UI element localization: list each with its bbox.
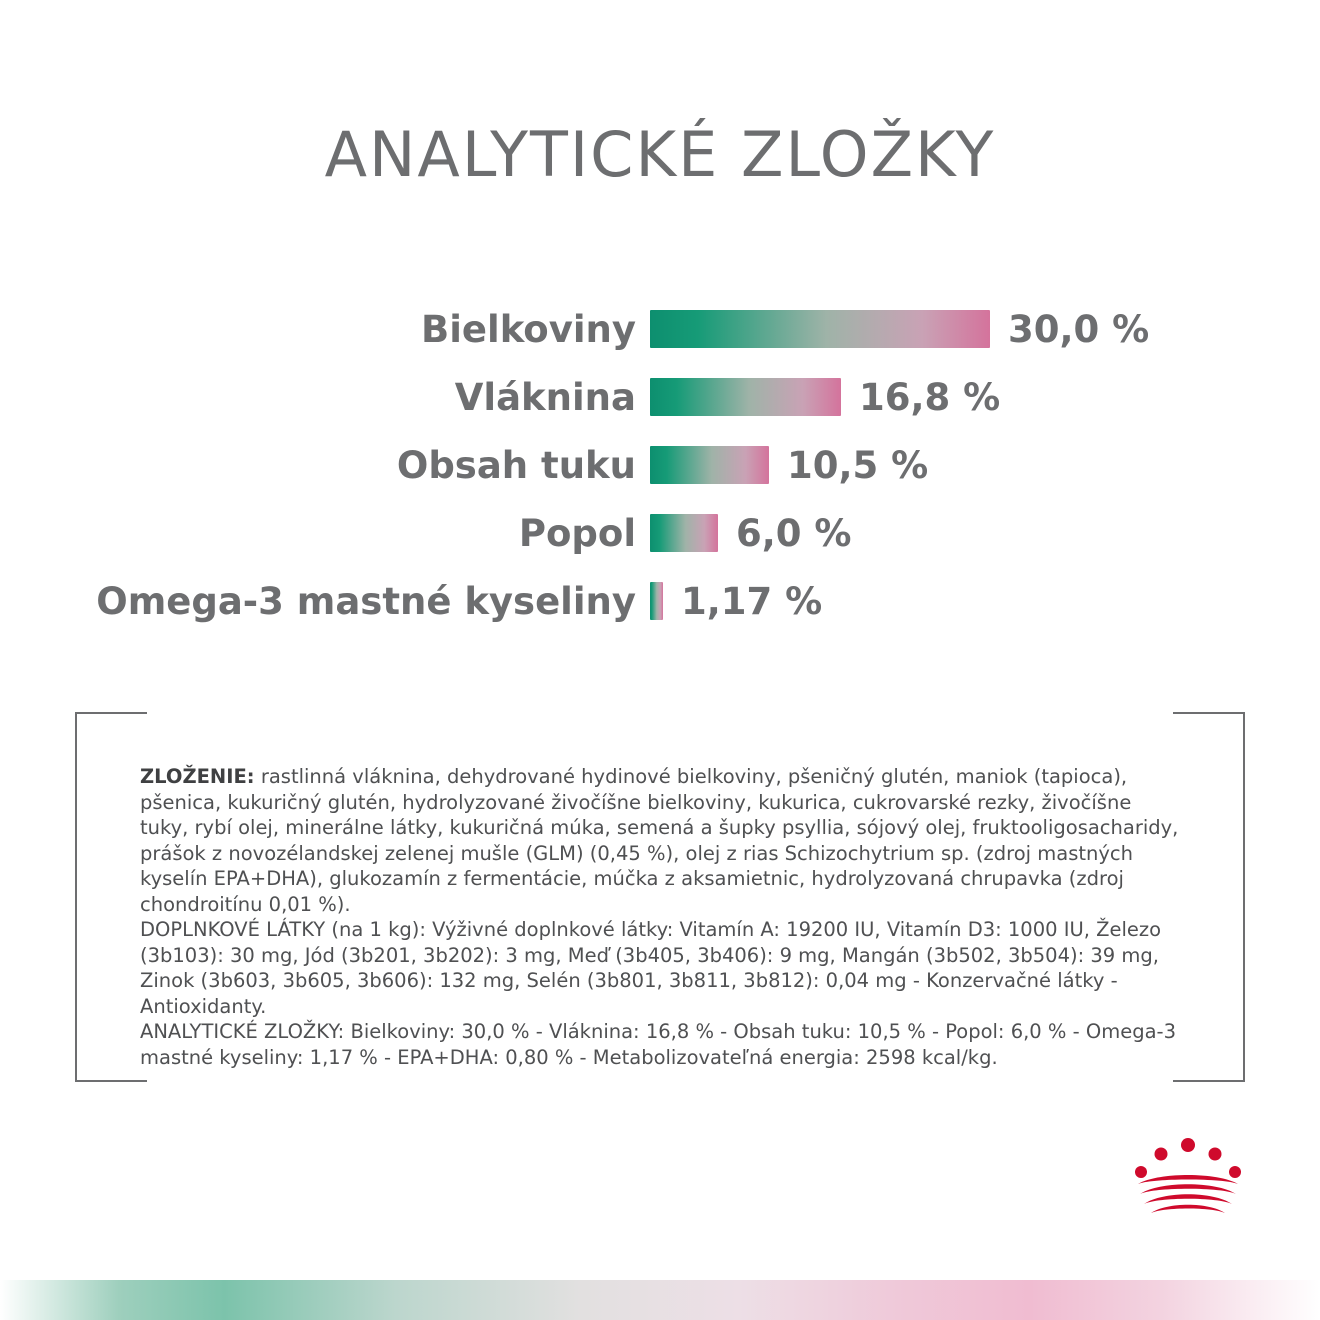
composition-analytical: ANALYTICKÉ ZLOŽKY: Bielkoviny: 30,0 % - Vláknina: 16,8 % - Obsah tuku: 10,5 % - Popol: 6,0 % - Omega-3 mastné kyseliny: 1,17 % - EPA+DHA: 0,80 % - Metabolizovateľná energia: 2598 kcal/kg. xyxy=(140,1020,1176,1069)
chart-row-label: Bielkoviny xyxy=(421,307,636,351)
chart-row-label: Vláknina xyxy=(454,375,636,419)
chart-bar-wrap xyxy=(650,580,1320,623)
chart-row-value: 16,8 % xyxy=(859,375,1001,419)
box-corner-top-right xyxy=(1173,712,1245,784)
composition-ingredients-paragraph xyxy=(140,764,1180,917)
composition-additives: DOPLNKOVÉ LÁTKY (na 1 kg): Výživné doplnkové látky: Vitamín A: 19200 IU, Vitamín D3: 1000 IU, Železo (3b103): 30 mg, Jód (3b201, 3b202): 3 mg, Meď (3b405, 3b406): 9 mg, Mangán (3b502, 3b504): 39 mg, Zinok (3b603, 3b605, 3b606): 132 mg, Selén (3b801, 3b811, 3b812): 0,04 mg - Konzervačné látky - Antioxidanty. xyxy=(140,918,1162,1018)
composition-text xyxy=(140,764,1180,1070)
chart-bar-wrap xyxy=(650,512,1320,555)
chart-row xyxy=(0,363,1320,431)
chart-bar-wrap xyxy=(650,444,1320,487)
chart-row-value: 10,5 % xyxy=(787,443,929,487)
box-corner-bottom-left xyxy=(75,1010,147,1082)
chart-row-value: 6,0 % xyxy=(736,511,852,555)
chart-bar-wrap xyxy=(650,308,1320,351)
chart-row xyxy=(0,295,1320,363)
composition-lead-label: ZLOŽENIE: xyxy=(140,765,255,788)
chart-row-label: Obsah tuku xyxy=(396,443,636,487)
chart-row xyxy=(0,567,1320,635)
footer-gradient-strip xyxy=(0,1280,1320,1320)
chart-row-label: Omega-3 mastné kyseliny xyxy=(96,579,636,623)
chart-bar xyxy=(650,378,841,416)
box-corner-top-left xyxy=(75,712,147,784)
chart-bar xyxy=(650,514,718,552)
analytical-constituents-chart xyxy=(0,295,1320,635)
chart-bar xyxy=(650,582,663,620)
chart-row-label: Popol xyxy=(518,511,636,555)
chart-row xyxy=(0,431,1320,499)
chart-bar-wrap xyxy=(650,376,1320,419)
composition-ingredients: rastlinná vláknina, dehydrované hydinové bielkoviny, pšeničný glutén, maniok (tapioca), pšenica, kukuričný glutén, hydrolyzované živočíšne bielkoviny, kukurica, cukrovarské rezky, živočíšne tuky, rybí olej, minerálne látky, kukuričná múka, semená a šupky psyllia, sójový olej, fruktooligosacharidy, prášok z novozélandskej zelenej mušle (GLM) (0,45 %), olej z rias Schizochytrium sp. (zdroj mastných kyselín EPA+DHA), glukozamín z fermentácie, múčka z aksamietnic, hydrolyzovaná chrupavka (zdroj chondroitínu 0,01 %). xyxy=(140,765,1179,916)
chart-row xyxy=(0,499,1320,567)
page-title: ANALYTICKÉ ZLOŽKY xyxy=(324,118,996,191)
royal-canin-crown-logo xyxy=(1128,1132,1248,1222)
chart-row-value: 30,0 % xyxy=(1008,307,1150,351)
chart-row-value: 1,17 % xyxy=(681,579,823,623)
chart-bar xyxy=(650,310,990,348)
composition-box xyxy=(75,712,1245,1082)
box-corner-bottom-right xyxy=(1173,1010,1245,1082)
chart-bar xyxy=(650,446,769,484)
